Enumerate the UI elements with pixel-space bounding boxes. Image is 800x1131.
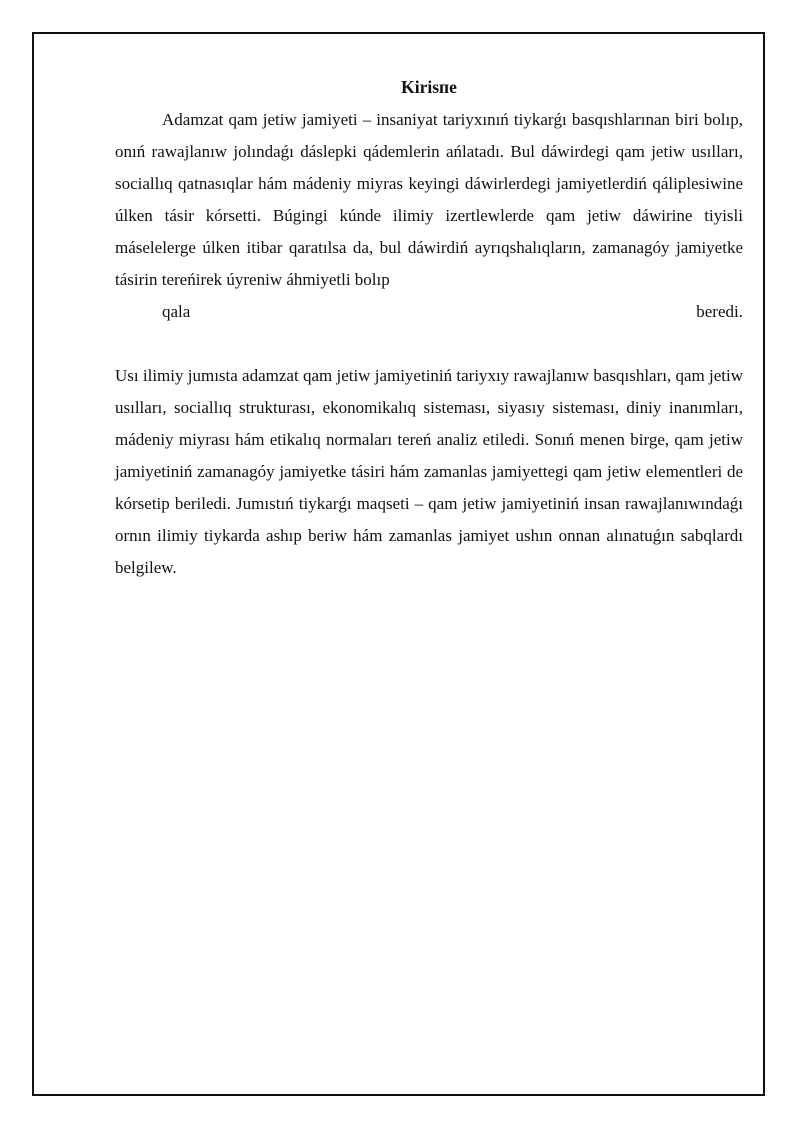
paragraph-introduction-text: Adamzat qam jetiw jamiyeti – insaniyat tariyxınıń tiykarǵı basqıshlarınan biri bolıp, onıń rawajlanıw jolındaǵı dáslepki qádemlerin ańlatadı. Bul dáwirdegi qam jetiw usılları, sociallıq qatnasıqlar hám mádeniy miyras keyingi dáwirlerdegi jamiyetlerdiń qáliplesiwine úlken tásir kórsetti. Búgingi kúnde ilimiy izertlewlerde qam jetiw dáwirine tiyisli máselelerge úlken itibar qaratılsa da, bul dáwirdiń ayrıqshalıqların, zamanagóy jamiyetke tásirin tereńirek úyreniw áhmiyetli bolıp — [115, 110, 743, 289]
document-body — [115, 76, 743, 584]
paragraph-introduction — [115, 104, 743, 328]
document-title: Kirisпe — [401, 77, 457, 97]
paragraph-introduction-last-line — [115, 296, 743, 328]
paragraph-scope: Usı ilimiy jumısta adamzat qam jetiw jamiyetiniń tariyxıy rawajlanıw basqıshları, qam jetiw usılları, sociallıq strukturası, ekonomikalıq sisteması, siyasıy sisteması, diniy inanımları, mádeniy miyrası hám etikalıq normaları tereń analiz etiledi. Sonıń menen birge, qam jetiw jamiyetiniń zamanagóy jamiyetke tásiri hám zamanlas jamiyettegi qam jetiw elementleri de kórsetip beriledi. Jumıstıń tiykarǵı maqseti – qam jetiw jamiyetiniń insan rawajlanıwındaǵı ornın ilimiy tiykarda ashıp beriw hám zamanlas jamiyet ushın onnan alınatuǵın sabqlardı belgilew. — [115, 366, 743, 577]
last-line-right-word: beredi. — [696, 302, 743, 321]
last-line-left-word: qala — [162, 302, 191, 321]
paragraph-spacer — [115, 328, 743, 360]
